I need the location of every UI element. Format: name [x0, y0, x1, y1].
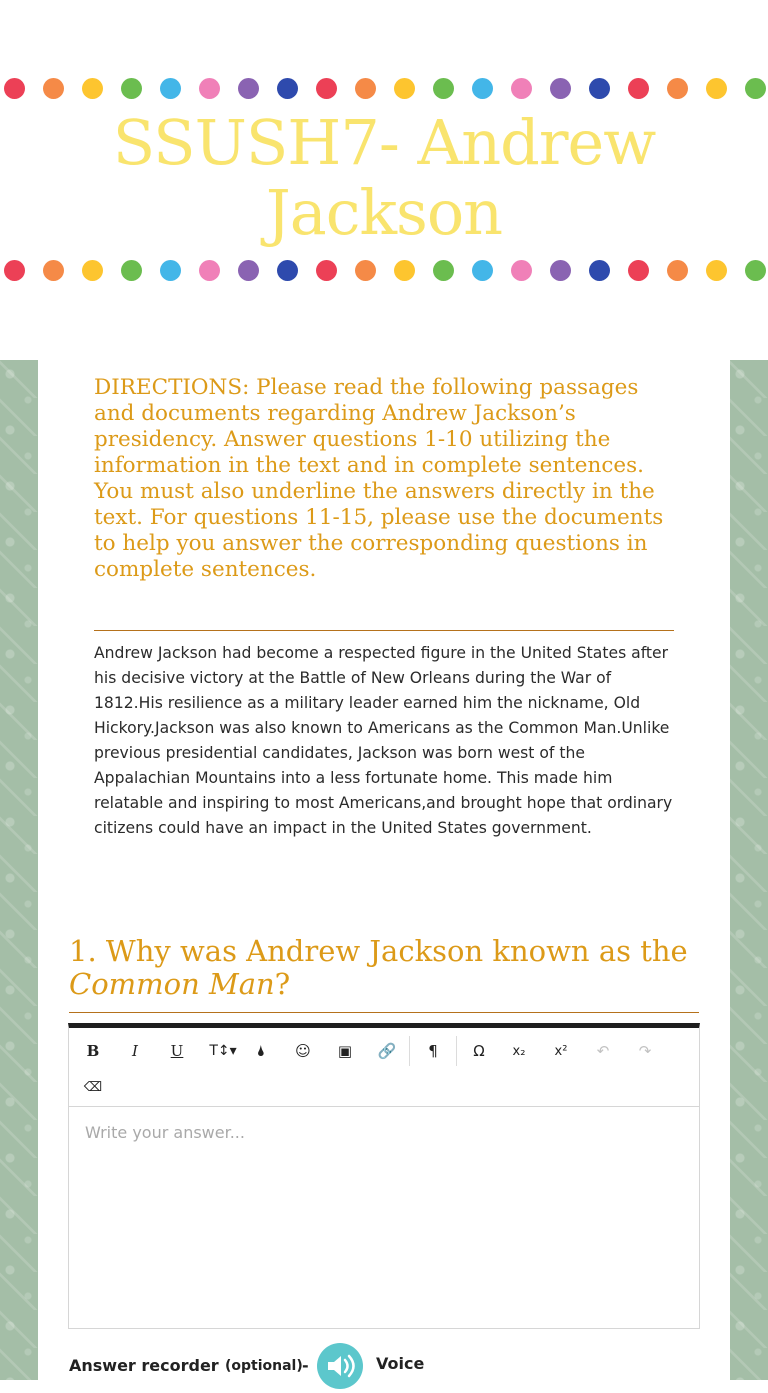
question-1	[69, 935, 709, 1001]
decorative-dot	[628, 78, 649, 99]
dot-border-top	[0, 78, 768, 100]
decorative-dot	[82, 78, 103, 99]
recorder-label: Answer recorder	[69, 1356, 219, 1375]
toolbar-separator	[409, 1036, 410, 1066]
decorative-dot	[238, 78, 259, 99]
voice-record-button[interactable]	[317, 1343, 363, 1389]
decorative-dot	[199, 78, 220, 99]
decorative-dot	[706, 260, 727, 281]
decorative-dot	[82, 260, 103, 281]
recorder-dash: -	[302, 1356, 309, 1375]
decorative-dot	[472, 260, 493, 281]
decorative-dot	[238, 260, 259, 281]
decorative-dot	[511, 260, 532, 281]
decorative-dot	[316, 78, 337, 99]
decorative-dot	[277, 78, 298, 99]
directions-text: DIRECTIONS: Please read the following passages and documents regarding Andrew Jackson’s presidency. Answer questions 1-10 utilizing the information in the text and in complete sentences. You must also underline the answers directly in the text. For questions 11-15, please use the documents to help you answer the corresponding questions in complete sentences.	[94, 375, 664, 582]
decorative-dot	[433, 260, 454, 281]
link-icon[interactable]: 🔗	[377, 1042, 397, 1060]
decorative-dot	[745, 260, 766, 281]
superscript-icon[interactable]: x²	[554, 1043, 568, 1059]
undo-icon[interactable]: ↶	[596, 1042, 610, 1060]
decorative-dot	[121, 78, 142, 99]
emoji-icon[interactable]: ☺	[295, 1042, 311, 1060]
question-1-prefix: 1. Why was Andrew Jackson known as the	[69, 934, 688, 968]
decorative-dot	[43, 260, 64, 281]
decorative-dot	[160, 260, 181, 281]
page-title: SSUSH7- Andrew Jackson	[112, 106, 656, 249]
passage-text: Andrew Jackson had become a respected figure in the United States after his decisive victory at the Battle of New Orleans during the War of 1812.His resilience as a military leader earned him the nickname, Old Hickory.Jackson was also known to Americans as the Common Man.Unlike previous presidential candidates, Jackson was born west of the Appalachian Mountains into a less fortunate home. This made him relatable and inspiring to most Americans,and brought hope that ordinary citizens could have an impact in the United States government.	[94, 644, 673, 837]
color-drop-icon[interactable]: 🌢	[256, 1042, 266, 1060]
decorative-dot	[745, 78, 766, 99]
decorative-dot	[43, 78, 64, 99]
decorative-dot	[706, 78, 727, 99]
bold-icon[interactable]: B	[86, 1042, 100, 1060]
decorative-dot	[550, 260, 571, 281]
side-pattern-left	[0, 360, 38, 1380]
editor-toolbar	[69, 1028, 699, 1107]
dot-border-bottom	[0, 260, 768, 282]
recorder-optional: (optional)	[225, 1358, 303, 1374]
decorative-dot	[511, 78, 532, 99]
decorative-dot	[316, 260, 337, 281]
redo-icon[interactable]: ↷	[638, 1042, 652, 1060]
decorative-dot	[394, 260, 415, 281]
answer-editor	[68, 1023, 700, 1329]
question-divider	[69, 1012, 699, 1013]
decorative-dot	[589, 260, 610, 281]
text-size-icon[interactable]: T↕▾	[209, 1043, 237, 1059]
worksheet-header	[0, 0, 768, 360]
side-pattern-right	[730, 360, 768, 1380]
speaker-icon	[317, 1343, 363, 1389]
answer-input[interactable]	[69, 1107, 699, 1323]
decorative-dot	[277, 260, 298, 281]
image-icon[interactable]: ▣	[337, 1042, 353, 1060]
decorative-dot	[4, 78, 25, 99]
decorative-dot	[160, 78, 181, 99]
question-1-suffix: ?	[274, 967, 291, 1001]
decorative-dot	[394, 78, 415, 99]
voice-label[interactable]: Voice	[376, 1354, 425, 1373]
decorative-dot	[667, 260, 688, 281]
decorative-dot	[199, 260, 220, 281]
section-divider	[94, 630, 674, 631]
decorative-dot	[433, 78, 454, 99]
paragraph-direction-icon[interactable]: ¶	[428, 1042, 438, 1060]
toolbar-separator	[456, 1036, 457, 1066]
decorative-dot	[4, 260, 25, 281]
decorative-dot	[550, 78, 571, 99]
decorative-dot	[355, 260, 376, 281]
subscript-icon[interactable]: x₂	[512, 1043, 526, 1059]
decorative-dot	[121, 260, 142, 281]
special-character-icon[interactable]: Ω	[473, 1042, 485, 1060]
clear-formatting-icon[interactable]: ⌫	[83, 1079, 103, 1095]
decorative-dot	[628, 260, 649, 281]
answer-recorder	[69, 1353, 529, 1379]
question-1-emphasis: Common Man	[69, 967, 275, 1001]
decorative-dot	[355, 78, 376, 99]
decorative-dot	[472, 78, 493, 99]
decorative-dot	[667, 78, 688, 99]
italic-icon[interactable]: I	[132, 1042, 138, 1060]
underline-icon[interactable]: U	[170, 1042, 184, 1060]
decorative-dot	[589, 78, 610, 99]
